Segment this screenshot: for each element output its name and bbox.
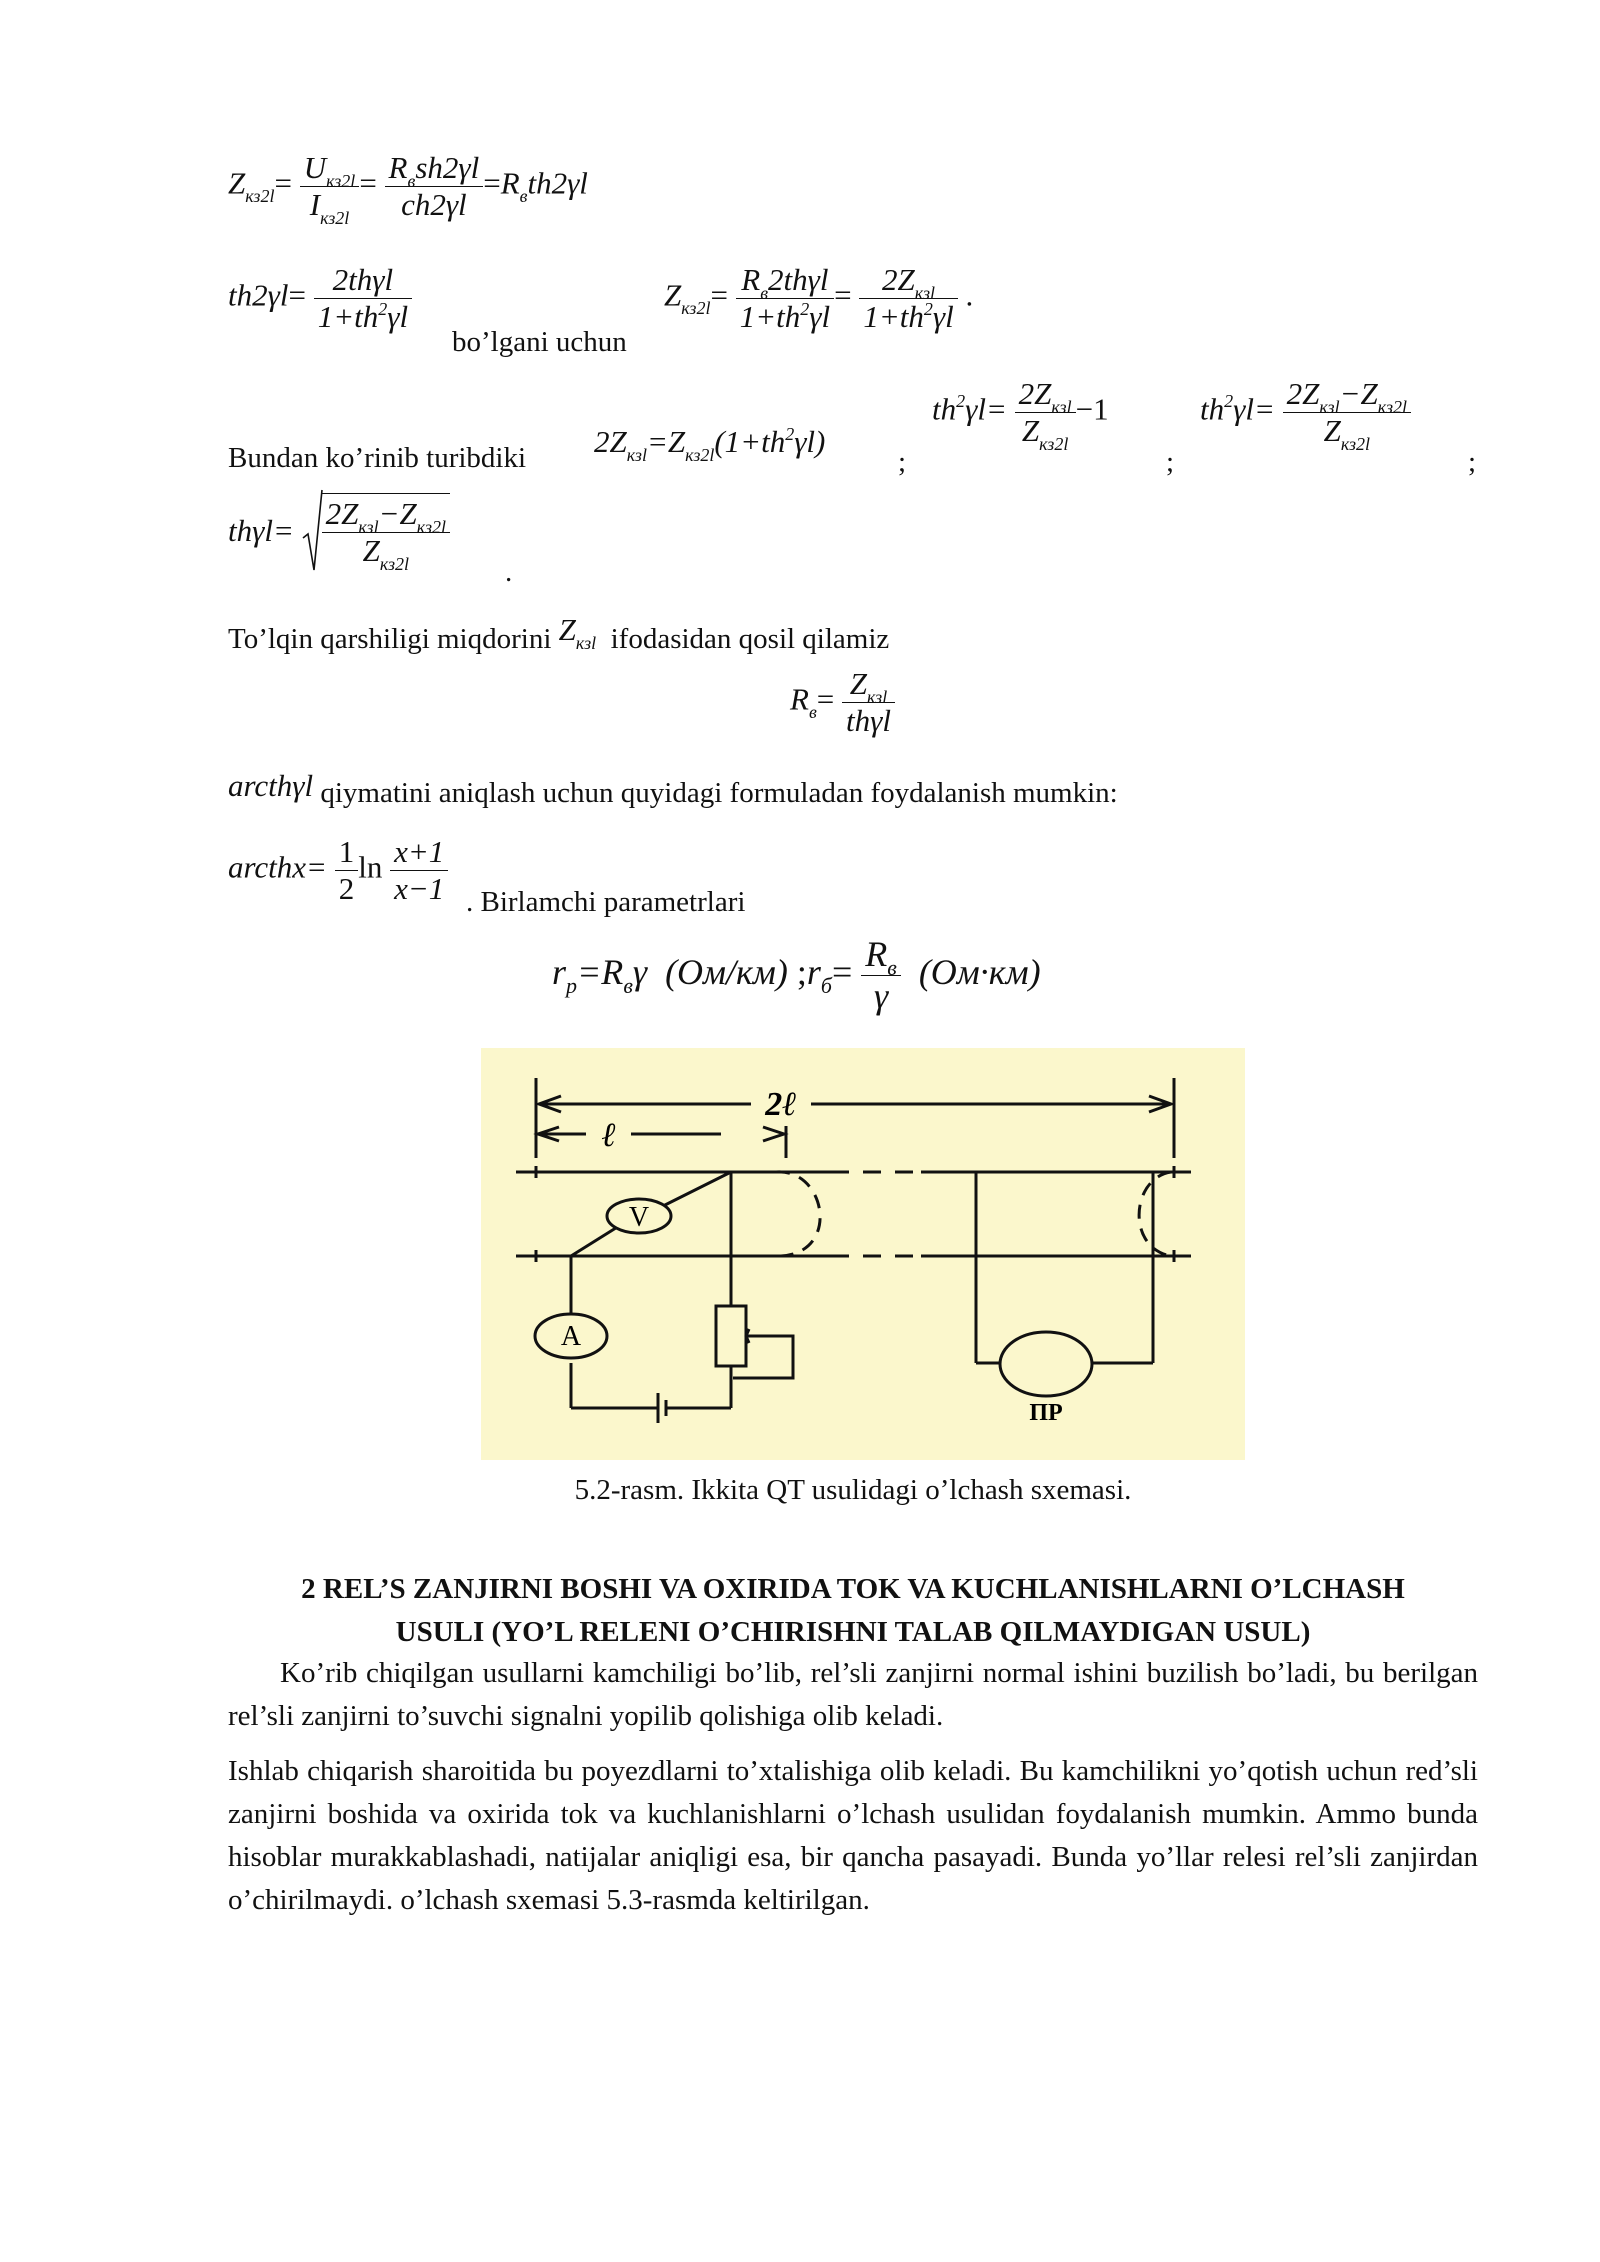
eq-subscript: кз2l [1039,433,1069,454]
dimension-2l-label: 2ℓ [765,1086,797,1123]
fraction [842,666,895,738]
eq-subscript: кзl [358,517,379,538]
eq-symbol: U [303,150,327,185]
eq-subscript: кз2l [326,171,356,191]
eq-symbol: Z [558,612,576,647]
voltmeter-label: V [628,1202,650,1233]
separator: ; [1166,446,1175,478]
eq-symbol: 2Z [1286,376,1320,411]
eq-symbol: 1+th [863,298,924,334]
eq-symbol: Z [362,533,380,568]
circuit-diagram [481,1048,1245,1460]
eq-symbol: Z [1021,412,1040,448]
eq-subscript: кз2l [1377,397,1407,417]
eq-symbol: γ [632,952,648,993]
eq-symbol: 2Z [1018,376,1052,411]
eq-symbol: γ [873,976,889,1017]
eq-symbol: . [965,277,974,313]
eq-symbol: th2γl [228,277,289,313]
eq-subscript: р [566,973,578,999]
eq-symbol: = [816,681,835,717]
eq-symbol: thγl= [228,513,294,548]
eq-symbol: thγl [846,702,891,738]
eq-symbol: R [500,165,520,201]
equation-th2yl: th2γl= $\frac{\text{2thγl}}{1+th^2\gamma l}$ [228,262,412,334]
eq-subscript: в [887,955,897,980]
equation-thyl-sqrt [228,488,450,574]
eq-symbol: −1 [1075,391,1109,427]
eq-unit: (Ом/км) [665,952,788,993]
eq-subscript: кз2l [685,445,715,465]
fraction [314,262,412,334]
eq-symbol: 2Z [594,424,627,459]
eq-symbol: γl [932,298,954,334]
eq-subscript: б [820,973,832,999]
eq-subscript: в [760,283,769,303]
equation-arcthx [228,834,448,906]
equation-zkz2l: $Z_{кз2l}=$ $\frac{U_{кз2l}}{I_{кз2l}}$ = $\frac{R_вsh2\gamma l}{ch2\gamma l}$ $=R_вth2\gamma l$ [228,150,588,228]
separator: ; [898,446,907,478]
eq-symbol: arcthγl [228,768,314,803]
eq-symbol: th [932,391,957,427]
eq-subscript: кзl [866,687,888,707]
eq-symbol: arcthx= [228,849,327,885]
eq-symbol: = [831,952,853,993]
fraction [1283,376,1411,454]
text-run: ifodasidan qosil qilamiz [610,623,890,655]
eq-symbol: ; [796,952,807,993]
fraction [300,150,360,228]
equation-rp-rb [552,934,1041,1018]
tolqin-text [228,612,890,655]
arcth-text [228,768,1118,809]
text-run: qiymatini aniqlash uchun quyidagi formuladan foydalanish mumkin: [320,777,1118,809]
eq-symbol: γl) [794,424,826,459]
eq-symbol: Z [228,165,246,201]
fraction [322,493,450,574]
fraction [385,150,484,222]
eq-subscript: кз2l [416,517,446,538]
eq-superscript: 2 [378,298,388,319]
birlamchi-text: . Birlamchi parametrlari [466,886,746,918]
eq-symbol: (1+th [714,424,786,459]
eq-symbol: γl= [965,391,1007,427]
fraction [861,934,901,1018]
fraction [390,834,448,906]
eq-symbol: 2Z [882,262,915,297]
eq-symbol: R [741,262,761,297]
eq-symbol: r [552,952,567,993]
eq-symbol: R [790,681,809,717]
equation-th2-a [932,376,1109,454]
eq-symbol: R [388,150,408,185]
equation-rv [790,666,895,738]
eq-subscript: кз2l [379,554,410,574]
eq-subscript: в [407,171,416,191]
eq-subscript: кз2l [1340,433,1371,454]
eq-unit: (Ом·км) [918,952,1041,993]
separator: ; [1468,446,1477,478]
eq-subscript: кзl [626,445,647,465]
eq-symbol: =R [577,952,624,993]
eq-subscript: кзl [1319,397,1340,417]
eq-subscript: кз2l [681,298,711,319]
figure-caption: 5.2-rasm. Ikkita QT usulidagi o’lchash sxemasi. [574,1474,1132,1506]
eq-symbol: 2thγl [768,262,829,297]
equation-th2-b [1200,376,1411,454]
text-run: To’lqin qarshiligi miqdorini [228,623,552,655]
eq-symbol: I [309,186,321,222]
ammeter-label: A [560,1321,582,1352]
voltmeter-symbol [607,1199,671,1233]
eq-subscript: кзl [1051,397,1072,417]
connector-text: bo’lgani uchun [452,326,627,358]
section-heading [228,1568,1478,1654]
eq-symbol: th2γl [527,165,588,201]
eq-symbol: Z [849,666,867,701]
paragraph-2: Ishlab chiqarish sharoitida bu poyezdlarni to’xtalishiga olib keladi. Bu kamchilikni yo’qotish uchun red’sli zanjirni boshida va oxirida tok va kuchlanishlarni o’lchash usulidan foydalanish mumkin. Ammo bunda hisoblar murakkablashadi, natijalar aniqligi esa, bir qancha pasayadi. Bunda yo’llar relesi rel’sli zanjirdan o’chirilmaydi. o’lchash sxemasi 5.3-rasmda keltirilgan. [228,1755,1478,1916]
heading-line-2: USULI (YO’L RELENI O’CHIRISHNI TALAB QILMAYDIGAN USUL) [395,1616,1311,1648]
eq-symbol: γl [809,298,831,334]
eq-symbol: −Z [378,496,417,532]
eq-symbol: ln [358,849,383,885]
equation-zkz2l-th: $Z_{кз2l}=$ $\frac{R_в2th\gamma l}{1+th^2\gamma l}$ = $\frac{2Z_{кзl}}{1+th^2\gamma l}$ . [664,262,974,334]
period: . [505,556,513,588]
sqrt-radical-icon [302,488,324,574]
fraction [859,262,957,334]
figure-measurement-scheme [481,1048,1245,1460]
eq-symbol: Z [664,277,682,313]
bundan-text: Bundan ko’rinib turibdiki [228,442,527,474]
dimension-l-label: ℓ [601,1117,617,1154]
eq-superscript: 2 [800,298,810,319]
heading-line-1: 2 REL’S ZANJIRNI BOSHI VA OXIRIDA TOK VA KUCHLANISHLARNI O’LCHASH [301,1573,1405,1605]
paragraph-1: Ko’rib chiqilgan usullarni kamchiligi bo’lib, rel’sli zanjirni normal ishini buzilish bo’ladi, bu berilgan rel’sli zanjirni to’suvchi signalni yopilib qolishiga olib keladi. [228,1657,1478,1732]
eq-symbol: 2Z [325,496,359,532]
eq-symbol: =Z [646,424,686,459]
eq-symbol: x−1 [394,870,445,906]
fraction [736,262,834,334]
eq-superscript: 2 [785,424,795,444]
eq-symbol: 2 [338,870,355,906]
track-relay-label: ПР [1029,1400,1063,1426]
eq-symbol: 1+th [739,298,801,334]
fraction [1015,376,1076,454]
eq-subscript: в [808,702,817,723]
eq-subscript: в [519,186,528,207]
eq-superscript: 2 [1224,391,1234,412]
eq-symbol: ch2γl [401,186,467,222]
figure-background [481,1048,1245,1460]
eq-symbol: r [806,952,821,993]
eq-subscript: кз2l [245,186,275,207]
eq-symbol: x+1 [390,834,448,871]
eq-superscript: 2 [923,298,933,319]
eq-symbol: −Z [1339,376,1378,411]
eq-superscript: 2 [956,391,966,412]
eq-subscript: кзl [575,633,597,653]
eq-symbol: γl= [1233,391,1275,427]
equation-2zkzl [594,424,826,465]
eq-symbol: γl [387,298,409,334]
eq-subscript: кз2l [320,207,350,228]
eq-symbol: 1+th [317,298,379,334]
ammeter-symbol [535,1314,607,1358]
eq-symbol: 1 [335,834,359,871]
eq-symbol: sh2γl [415,150,480,185]
eq-subscript: кзl [914,283,935,303]
fraction [335,834,359,906]
eq-symbol: th [1200,391,1225,427]
eq-subscript: в [623,973,633,999]
eq-symbol: R [865,934,888,974]
eq-symbol: Z [1323,412,1341,448]
eq-symbol: 2thγl [314,262,412,299]
